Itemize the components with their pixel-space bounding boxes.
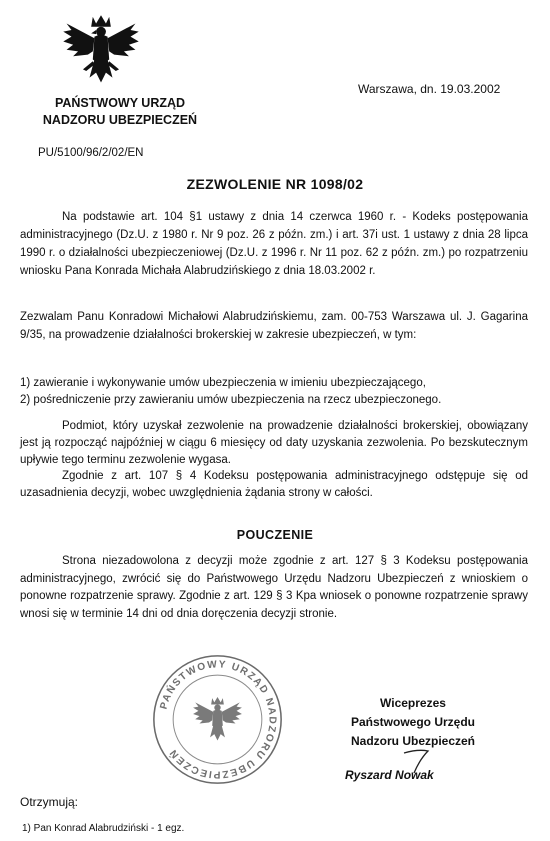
scope-list <box>20 375 528 409</box>
document-title: ZEZWOLENIE NR 1098/02 <box>186 176 364 192</box>
recipients-label: Otrzymują: <box>20 795 79 809</box>
signatory-name: Ryszard Nowak <box>345 768 434 782</box>
justification-paragraph: Zgodnie z art. 107 § 4 Kodeksu postępowania administracyjnego odstępuje się od uzasadnienia decyzji, wobec uwzględnienia żądania strony w całości. <box>20 470 528 499</box>
list-item: 2) pośredniczenie przy zawieraniu umów ubezpieczenia na rzecz ubezpieczonego. <box>20 394 442 406</box>
place-and-date: Warszawa, dn. 19.03.2002 <box>358 82 501 96</box>
signatory-office-line1: Państwowego Urzędu <box>350 715 475 729</box>
official-seal-stamp <box>150 652 285 787</box>
signatory-office-line2: Nadzoru Ubezpieczeń <box>350 734 476 748</box>
list-item: 1) zawieranie i wykonywanie umów ubezpieczenia w imieniu ubezpieczającego, <box>20 377 426 389</box>
signatory-block <box>328 694 498 751</box>
start-obligation-paragraph: Podmiot, który uzyskał zezwolenie na prowadzenie działalności brokerskiej, obowiązany jest ją rozpocząć najpóźniej w ciągu 6 miesięcy od daty uzyskania zezwolenia. Po bezskutecznym upływie tego terminu zezwolenie wygasa. <box>20 420 528 466</box>
issuing-office <box>40 95 200 129</box>
reference-number: PU/5100/96/2/02/EN <box>38 147 144 159</box>
seal-text: PAŃSTWOWY URZĄD NADZORU UBEZPIECZEŃ <box>158 659 278 780</box>
instruction-paragraph: Strona niezadowolona z decyzji może zgodnie z art. 127 § 3 Kodeksu postępowania administracyjnego, zwrócić się do Państwowego Urzędu Nadzoru Ubezpieczeń z wnioskiem o ponowne rozpatrzenie sprawy. Zgodnie z art. 129 § 3 Kpa wniosek o ponowne rozpatrzenie sprawy wnosi się w terminie 14 dni od dnia doręczenia decyzji stronie. <box>20 555 528 620</box>
legal-basis-paragraph: Na podstawie art. 104 §1 ustawy z dnia 14 czerwca 1960 r. - Kodeks postępowania administracyjnego (Dz.U. z 1980 r. Nr 9 poz. 26 z późn. zm.) i art. 37i ust. 1 ustawy z dnia 28 lipca 1990 r. o działalności ubezpieczeniowej (Dz.U. z 1996 r. Nr 11 poz. 62 z późn. zm.) po rozpatrzeniu wniosku Pana Konrada Michała Alabrudzińskiego z dnia 18.03.2002 r. <box>20 211 528 277</box>
signatory-position: Wiceprezes <box>380 696 446 710</box>
office-name-line2: NADZORU UBEZPIECZEŃ <box>42 113 198 127</box>
permit-paragraph: Zezwalam Panu Konradowi Michałowi Alabrudzińskiemu, zam. 00-753 Warszawa ul. J. Gagarina 9/35, na prowadzenie działalności brokerskiej w zakresie ubezpieczeń, w tym: <box>20 311 528 341</box>
eagle-emblem-icon <box>60 12 142 94</box>
recipient-item: 1) Pan Konrad Alabrudziński - 1 egz. <box>22 823 185 834</box>
instruction-heading: POUCZENIE <box>236 528 314 542</box>
office-name-line1: PAŃSTWOWY URZĄD <box>54 96 186 110</box>
